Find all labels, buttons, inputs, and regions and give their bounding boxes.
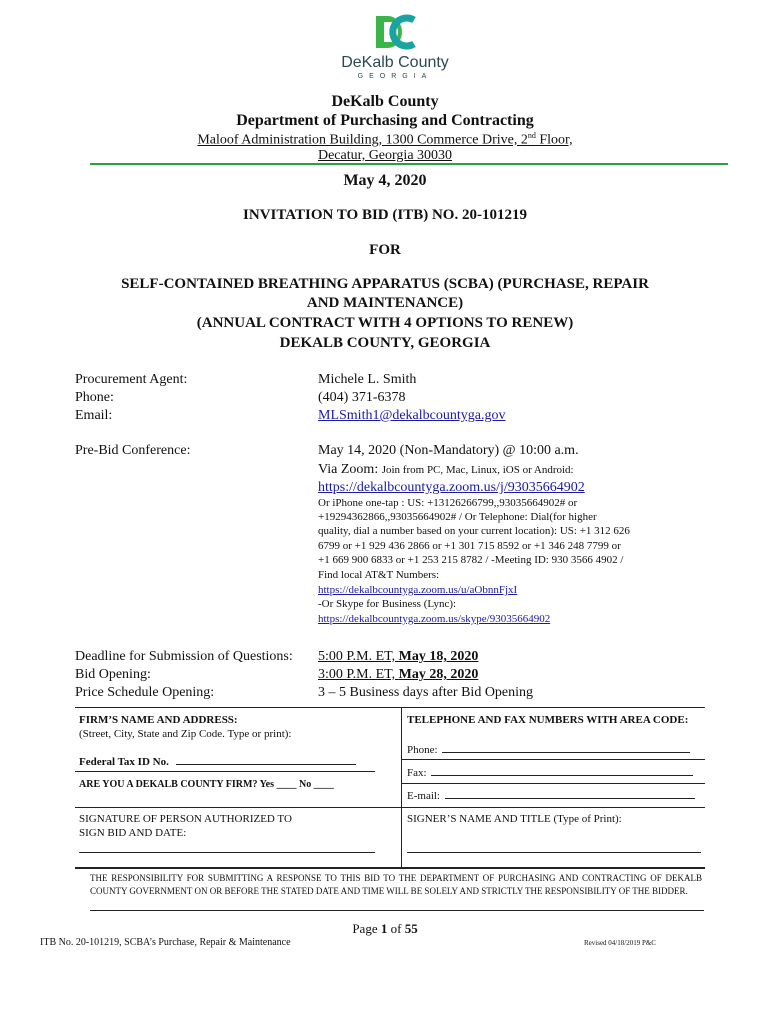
title-line-1: SELF-CONTAINED BREATHING APPARATUS (SCBA) (PURCHASE, REPAIR xyxy=(121,276,649,292)
header-rule xyxy=(90,163,728,165)
dialin-line-1: Or iPhone one-tap : US: +13126266799,,93035664902# or xyxy=(318,497,578,509)
via-zoom-label: Via Zoom: xyxy=(318,462,379,477)
fax-field-line xyxy=(431,775,693,776)
page-prefix: Page xyxy=(352,921,381,936)
address-line-1a: Maloof Administration Building, 1300 Commerce Drive, 2 xyxy=(197,132,528,148)
fax-rule xyxy=(401,783,705,784)
agent-label: Procurement Agent: xyxy=(75,372,188,387)
opening-time: 3:00 P.M. ET, xyxy=(318,667,399,682)
bid-opening-label: Bid Opening: xyxy=(75,667,151,682)
agent-email-link[interactable]: MLSmith1@dekalbcountyga.gov xyxy=(318,408,506,423)
page-total: 55 xyxy=(404,921,418,936)
fax-field[interactable] xyxy=(407,766,693,780)
document-reference: ITB No. 20-101219, SCBA’s Purchase, Repair & Maintenance xyxy=(40,937,291,948)
bid-opening-value xyxy=(318,666,478,683)
title-line-4: DEKALB COUNTY, GEORGIA xyxy=(279,335,491,351)
signature-label: SIGNATURE OF PERSON AUTHORIZED TO SIGN BID AND DATE: xyxy=(79,813,292,839)
email-field-line xyxy=(445,798,695,799)
address-line-2: Decatur, Georgia 30030 xyxy=(317,148,453,163)
dialin-line-4: 6799 or +1 929 436 2866 or +1 301 715 8592 or +1 346 248 7799 or xyxy=(318,540,621,552)
department-heading: Department of Purchasing and Contracting xyxy=(236,112,534,129)
via-zoom-line xyxy=(318,461,574,479)
skype-text: -Or Skype for Business (Lync): xyxy=(318,598,457,610)
page-number xyxy=(0,921,770,937)
questions-deadline-value xyxy=(318,648,478,665)
title-line-2: AND MAINTENANCE) xyxy=(306,295,464,311)
dialin-line-2: +19294362866,,93035664902# / Or Telephone: Dial(for higher xyxy=(318,511,597,523)
form-top-rule xyxy=(75,707,705,708)
dc-logo-icon xyxy=(330,14,460,54)
price-schedule-label: Price Schedule Opening: xyxy=(75,685,215,700)
phone-field-label: Phone: xyxy=(407,744,438,756)
tax-id-label: Federal Tax ID No. xyxy=(79,756,169,768)
for-label: FOR xyxy=(369,242,401,258)
phone-field-line xyxy=(442,752,690,753)
email-field-label: E-mail: xyxy=(407,790,440,802)
county-logo xyxy=(330,14,460,84)
signer-label: SIGNER’S NAME AND TITLE (Type of Print): xyxy=(407,813,622,825)
revision-date: Revised 04/18/2019 P&C xyxy=(584,939,656,947)
join-text: Join from PC, Mac, Linux, iOS or Android: xyxy=(381,464,574,476)
form-table xyxy=(75,707,705,867)
logo-state: GEORGIA xyxy=(357,73,433,80)
responsibility-note: THE RESPONSIBILITY FOR SUBMITTING A RESPONSE TO THIS BID TO THE DEPARTMENT OF PURCHASING AND CONTRACTING OF DEKALB COUNTY GOVERNMENT ON OR BEFORE THE STATED DATE AND TIME WILL BE SOLELY AND STRICTLY THE RESPONSIBILITY OF THE BIDDER. xyxy=(90,873,702,896)
firm-name-hint: (Street, City, State and Zip Code. Type or print): xyxy=(79,728,292,740)
tax-id-field[interactable] xyxy=(79,755,356,769)
dialin-line-3: quality, dial a number based on your current location): US: +1 312 626 xyxy=(318,525,630,537)
firm-name-label: FIRM’S NAME AND ADDRESS: xyxy=(79,714,238,726)
agent-value: Michele L. Smith xyxy=(318,372,417,387)
prebid-label: Pre-Bid Conference: xyxy=(75,443,191,458)
form-mid-rule xyxy=(75,807,705,808)
title-line-3: (ANNUAL CONTRACT WITH 4 OPTIONS TO RENEW) xyxy=(196,315,574,331)
responsibility-rule xyxy=(90,910,704,911)
address-line-1 xyxy=(0,131,770,149)
signer-line[interactable] xyxy=(407,852,701,853)
address-sup: nd xyxy=(527,131,536,140)
skype-link[interactable]: https://dekalbcountyga.zoom.us/skype/93035664902 xyxy=(318,613,551,625)
form-bottom-rule xyxy=(75,867,705,869)
page-current: 1 xyxy=(380,921,388,936)
address-line-1b: Floor, xyxy=(535,132,573,148)
questions-date: May 18, 2020 xyxy=(398,649,479,664)
questions-time: 5:00 P.M. ET, xyxy=(318,649,399,664)
price-schedule-value: 3 – 5 Business days after Bid Opening xyxy=(318,685,534,700)
tax-id-rule xyxy=(75,771,375,772)
phone-field[interactable] xyxy=(407,743,690,757)
tax-id-line xyxy=(176,764,356,765)
email-label: Email: xyxy=(75,408,113,423)
att-numbers-link[interactable]: https://dekalbcountyga.zoom.us/u/aObnnFjxI xyxy=(318,584,518,596)
questions-deadline-label: Deadline for Submission of Questions: xyxy=(75,649,293,664)
county-heading: DeKalb County xyxy=(331,93,439,110)
zoom-meeting-link[interactable]: https://dekalbcountyga.zoom.us/j/93035664902 xyxy=(318,480,585,495)
phone-value: (404) 371-6378 xyxy=(318,390,406,405)
form-col-divider xyxy=(401,707,402,867)
issue-date: May 4, 2020 xyxy=(343,172,427,189)
phone-rule xyxy=(401,759,705,760)
opening-date: May 28, 2020 xyxy=(398,667,479,682)
dialin-line-6: Find local AT&T Numbers: xyxy=(318,569,440,581)
email-field[interactable] xyxy=(407,789,695,803)
dialin-line-5: +1 669 900 6833 or +1 253 215 8782 / -Meeting ID: 930 3566 4902 / xyxy=(318,554,624,566)
itb-number: INVITATION TO BID (ITB) NO. 20-101219 xyxy=(243,207,527,223)
fax-field-label: Fax: xyxy=(407,767,427,779)
prebid-value: May 14, 2020 (Non-Mandatory) @ 10:00 a.m. xyxy=(318,443,579,458)
phone-label: Phone: xyxy=(75,390,114,405)
page-of: of xyxy=(387,921,405,936)
tel-fax-label: TELEPHONE AND FAX NUMBERS WITH AREA CODE: xyxy=(407,714,689,726)
dekalb-firm-question[interactable]: ARE YOU A DEKALB COUNTY FIRM? Yes ____ No ____ xyxy=(79,779,334,790)
signature-line[interactable] xyxy=(79,852,375,853)
logo-name: DeKalb County xyxy=(341,54,449,71)
